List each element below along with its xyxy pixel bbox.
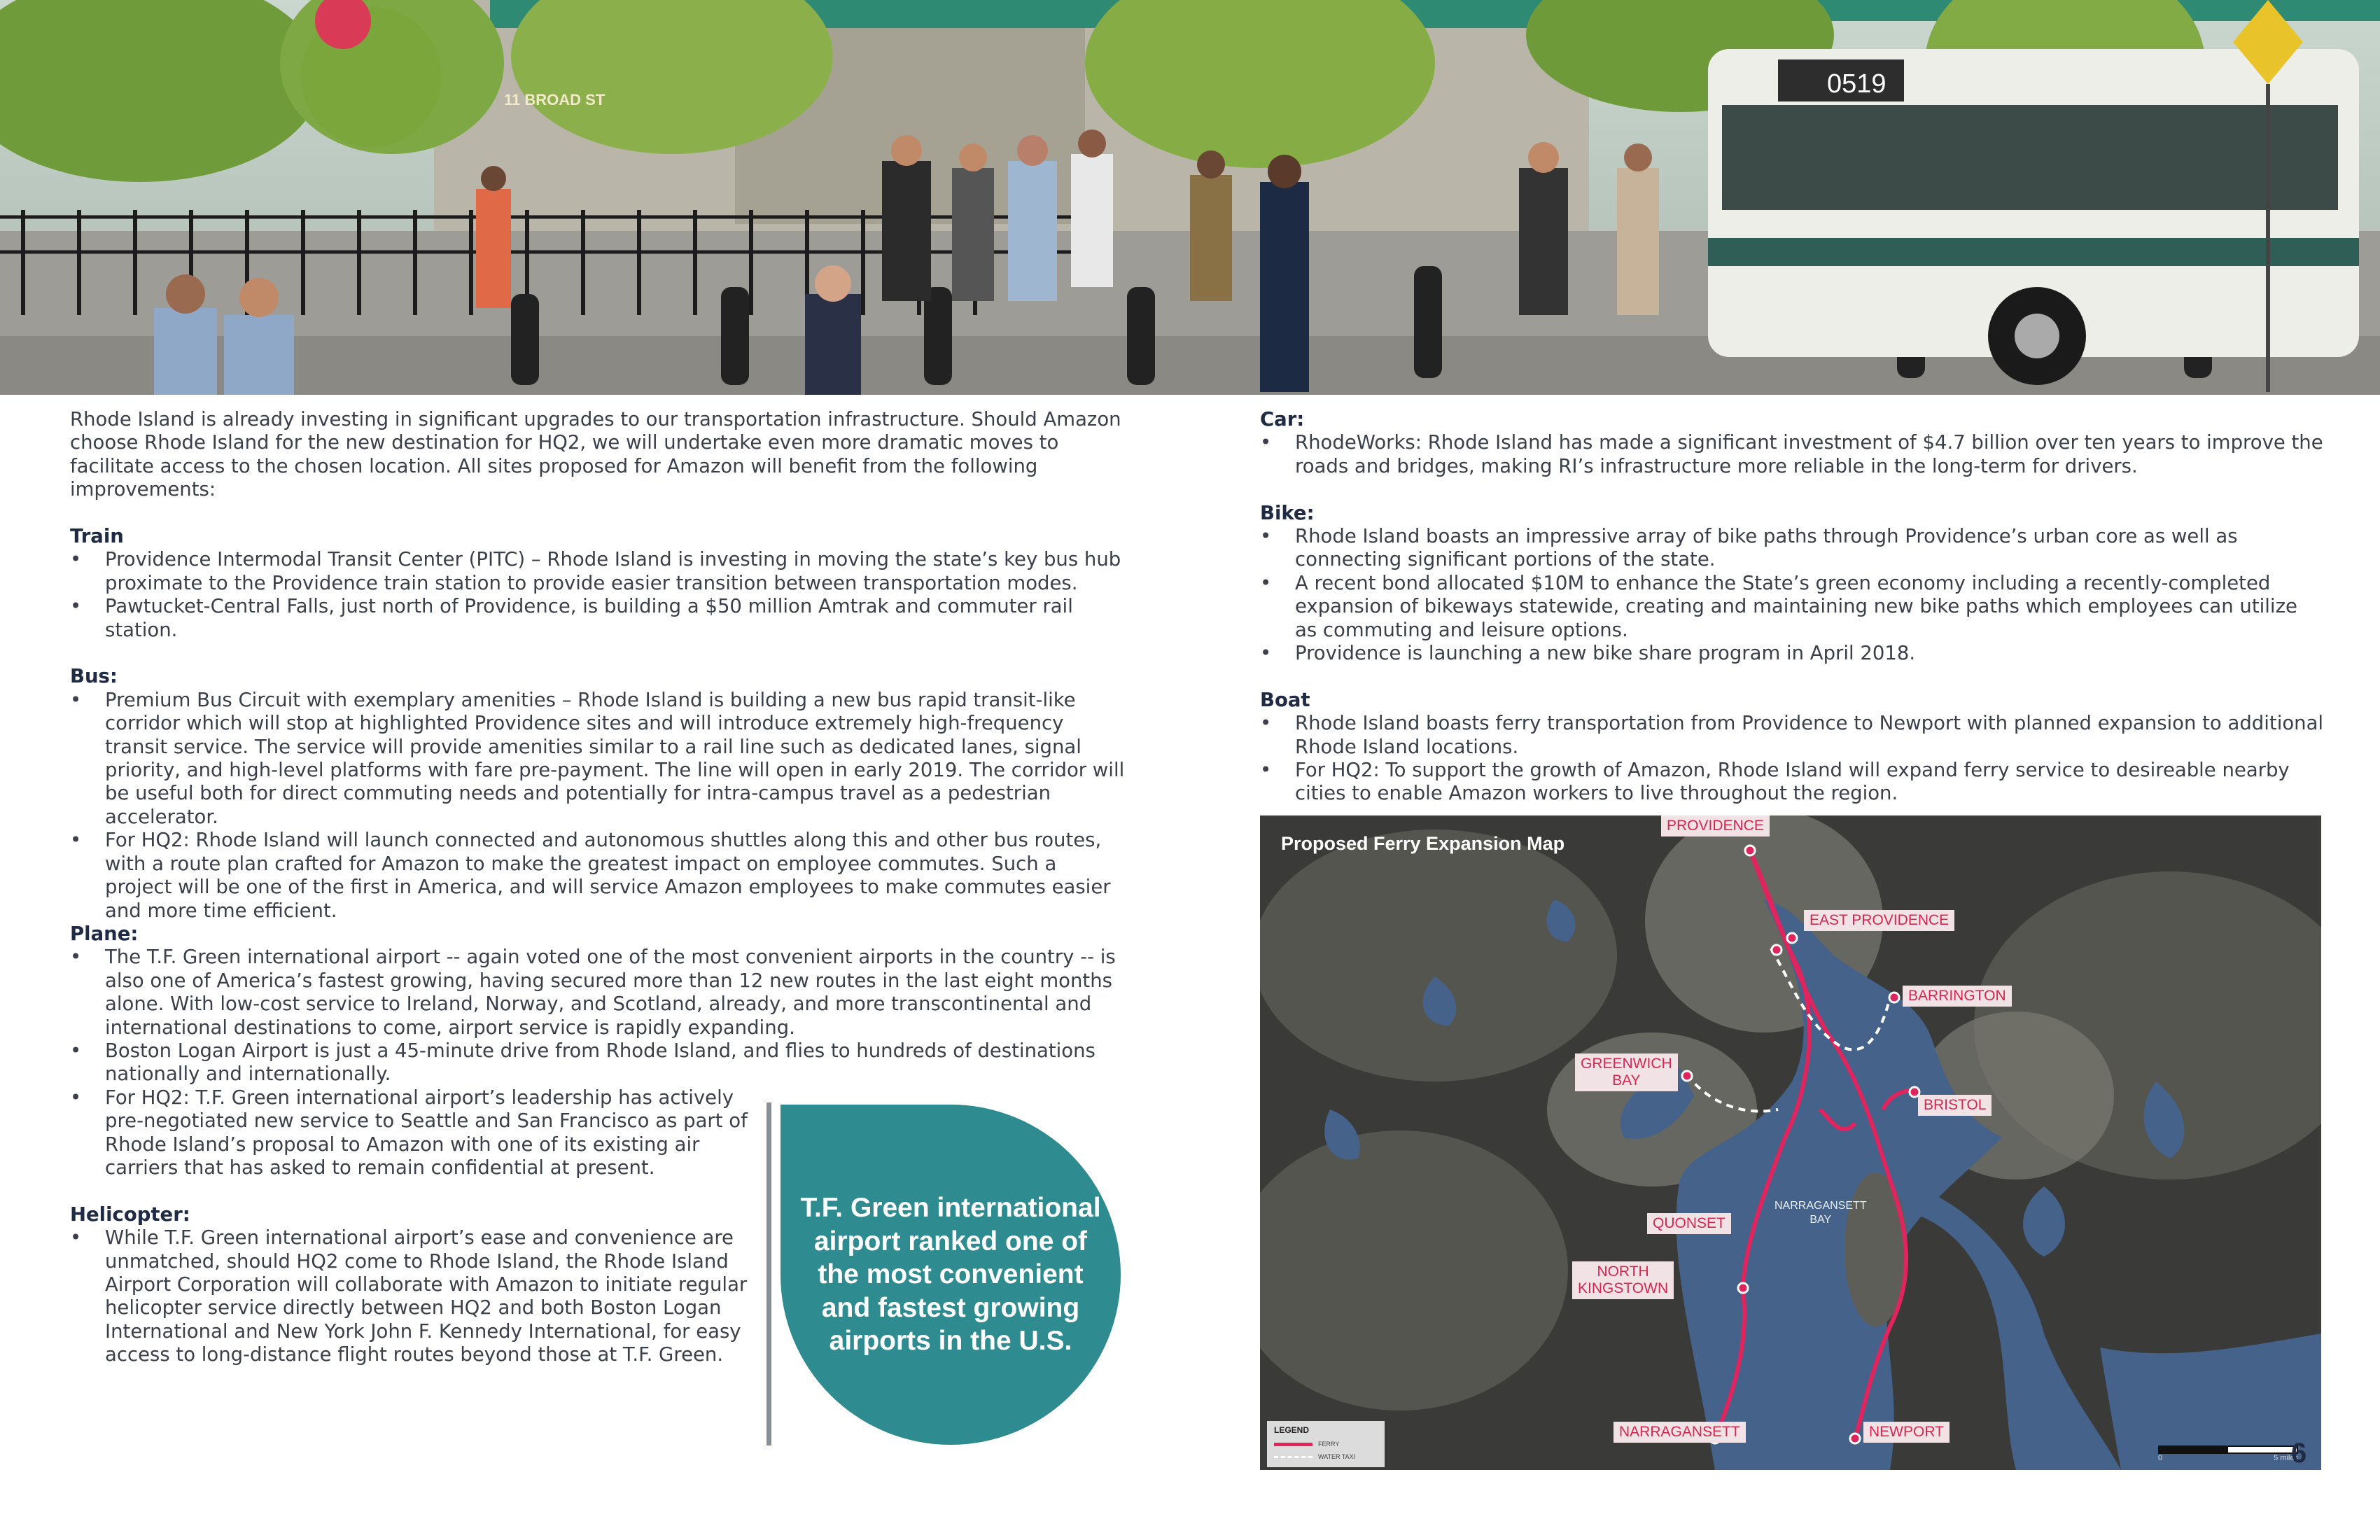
car-list	[1260, 431, 2324, 478]
list-item: • For HQ2: Rhode Island will launch connected and autonomous shuttles along this and other bus routes, with a route plan crafted for Amazon to make the greatest impact on employee commutes. Such a project will be one of the first in America, and will service Amazon employees to make commutes easier and more time efficient.	[70, 829, 1127, 923]
list-item: • Rhode Island boasts ferry transportation from Providence to Newport with planned expansion to additional Rhode Island locations.	[1260, 712, 2324, 759]
map-label-line: GREENWICH	[1581, 1056, 1672, 1072]
train-list	[70, 548, 1127, 642]
list-item: • For HQ2: T.F. Green international airport’s leadership has actively pre-negotiated new service to Seattle and San Francisco as part of Rhode Island’s proposal to Amazon with one of its existing air carriers that has asked to remain confidential at present.	[70, 1086, 777, 1180]
intro-paragraph: Rhode Island is already investing in significant upgrades to our transportation infrastructure. Should Amazon choose Rhode Island for the new destination for HQ2, we will undertake even more dramatic moves to facilitate access to the chosen location. All sites proposed for Amazon will benefit from the following improvements:	[70, 408, 1121, 501]
map-label-east-providence: EAST PROVIDENCE	[1804, 910, 1954, 931]
boat-heading: Boat	[1260, 688, 1310, 711]
callout-divider	[766, 1102, 771, 1446]
water-taxi-line-icon	[1274, 1456, 1312, 1458]
plane-list	[70, 946, 1127, 1086]
list-item: • RhodeWorks: Rhode Island has made a significant investment of $4.7 billion over ten years to improve the roads and bridges, making RI’s infrastructure more reliable in the long-term for drivers.	[1260, 431, 2324, 478]
scale-bar-graphic	[2158, 1446, 2298, 1454]
map-label-narragansett: NARRAGANSETT	[1614, 1422, 1746, 1443]
map-label-greenwich-bay	[1575, 1054, 1678, 1091]
map-label-quonset: QUONSET	[1647, 1213, 1731, 1234]
scale-end: 5 miles	[2274, 1454, 2298, 1462]
page-number: 6	[2291, 1438, 2307, 1469]
bus-list	[70, 689, 1127, 923]
legend-ferry	[1274, 1441, 1339, 1448]
scale-start: 0	[2158, 1454, 2163, 1462]
map-label-north-kingstown	[1572, 1261, 1674, 1299]
legend-water-taxi-label: WATER TAXI	[1318, 1453, 1356, 1460]
list-item: • Providence Intermodal Transit Center (PITC) – Rhode Island is investing in moving the state’s key bus hub proximate to the Providence train station to provide easier transition between transportation modes.	[70, 548, 1127, 595]
list-item: • Pawtucket-Central Falls, just north of Providence, is building a $50 million Amtrak and commuter rail station.	[70, 595, 1127, 642]
boat-list	[1260, 712, 2324, 806]
hero-photo	[0, 0, 2380, 395]
bike-list	[1260, 525, 2324, 665]
legend-title: LEGEND	[1274, 1425, 1310, 1435]
ferry-expansion-map	[1260, 816, 2321, 1470]
map-label-providence: PROVIDENCE	[1661, 816, 1770, 836]
map-label-line: BAY	[1612, 1072, 1641, 1088]
map-label-narragansett-bay	[1774, 1199, 1867, 1227]
bus-number: 0519	[1827, 69, 1886, 99]
list-item: • While T.F. Green international airport’s ease and convenience are unmatched, should HQ2 come to Rhode Island, the Rhode Island Airport Corporation will collaborate with Amazon to initiate regular helicopter service directly between HQ2 and both Boston Logan International and New York John F. Kennedy International, for easy access to long-distance flight routes beyond those at T.F. Green.	[70, 1226, 777, 1366]
list-item: • The T.F. Green international airport -- again voted one of the most convenient airports in the country -- is also one of America’s fastest growing, having secured more than 12 new routes in the last eight months alone. With low-cost service to Ireland, Norway, and Scotland, already, and more transcontinental and international destinations to come, airport service is rapidly expanding.	[70, 946, 1127, 1040]
bus-heading: Bus:	[70, 665, 118, 688]
map-legend	[1267, 1421, 1385, 1467]
map-label-line: BAY	[1809, 1214, 1832, 1226]
map-label-newport: NEWPORT	[1863, 1422, 1949, 1443]
helicopter-heading: Helicopter:	[70, 1203, 190, 1226]
map-label-line: NORTH	[1597, 1264, 1649, 1280]
bike-heading: Bike:	[1260, 501, 1315, 524]
car-heading: Car:	[1260, 408, 1305, 430]
list-item: • Rhode Island boasts an impressive array of bike paths through Providence’s urban core as well as connecting significant portions of the state.	[1260, 525, 2324, 572]
legend-water-taxi	[1274, 1453, 1355, 1460]
satellite-map-icon	[1260, 816, 2321, 1470]
list-item: • A recent bond allocated $10M to enhance the State’s green economy including a recently-completed expansion of bikeways statewide, creating and maintaining new bike paths which employees can utilize as commuting and leisure options.	[1260, 572, 2324, 642]
map-label-bristol: BRISTOL	[1918, 1095, 1991, 1116]
ferry-line-icon	[1274, 1443, 1312, 1446]
list-item: • Providence is launching a new bike share program in April 2018.	[1260, 642, 2324, 665]
map-label-barrington: BARRINGTON	[1903, 986, 2012, 1007]
right-column	[1260, 408, 2324, 806]
legend-ferry-label: FERRY	[1318, 1441, 1340, 1448]
map-scale-bar	[2158, 1446, 2298, 1462]
list-item: • Boston Logan Airport is just a 45-minute drive from Rhode Island, and flies to hundreds of destinations nationally and internationally.	[70, 1040, 1127, 1086]
list-item: • Premium Bus Circuit with exemplary amenities – Rhode Island is building a new bus rapid transit-like corridor which will stop at highlighted Providence sites and will introduce extremely high-frequency transit service. The service will provide amenities similar to a rail line such as dedicated lanes, signal priority, and high-level platforms with fare pre-payment. The line will open in early 2019. The corridor will be useful both for direct commuting needs and potentially for intra-campus travel as a pedestrian accelerator.	[70, 689, 1127, 829]
street-sign: 11 BROAD ST	[504, 91, 606, 108]
bus-station-photo-icon	[0, 0, 2380, 395]
plane-heading: Plane:	[70, 922, 139, 945]
map-label-line: KINGSTOWN	[1578, 1280, 1669, 1296]
map-title: Proposed Ferry Expansion Map	[1281, 833, 1565, 854]
airport-callout: T.F. Green international airport ranked one of the most convenient and fastest growing airports in the U.S.	[780, 1105, 1121, 1445]
list-item: • For HQ2: To support the growth of Amazon, Rhode Island will expand ferry service to desireable nearby cities to enable Amazon workers to live throughout the region.	[1260, 759, 2324, 806]
map-label-line: NARRAGANSETT	[1774, 1200, 1867, 1212]
train-heading: Train	[70, 525, 124, 548]
